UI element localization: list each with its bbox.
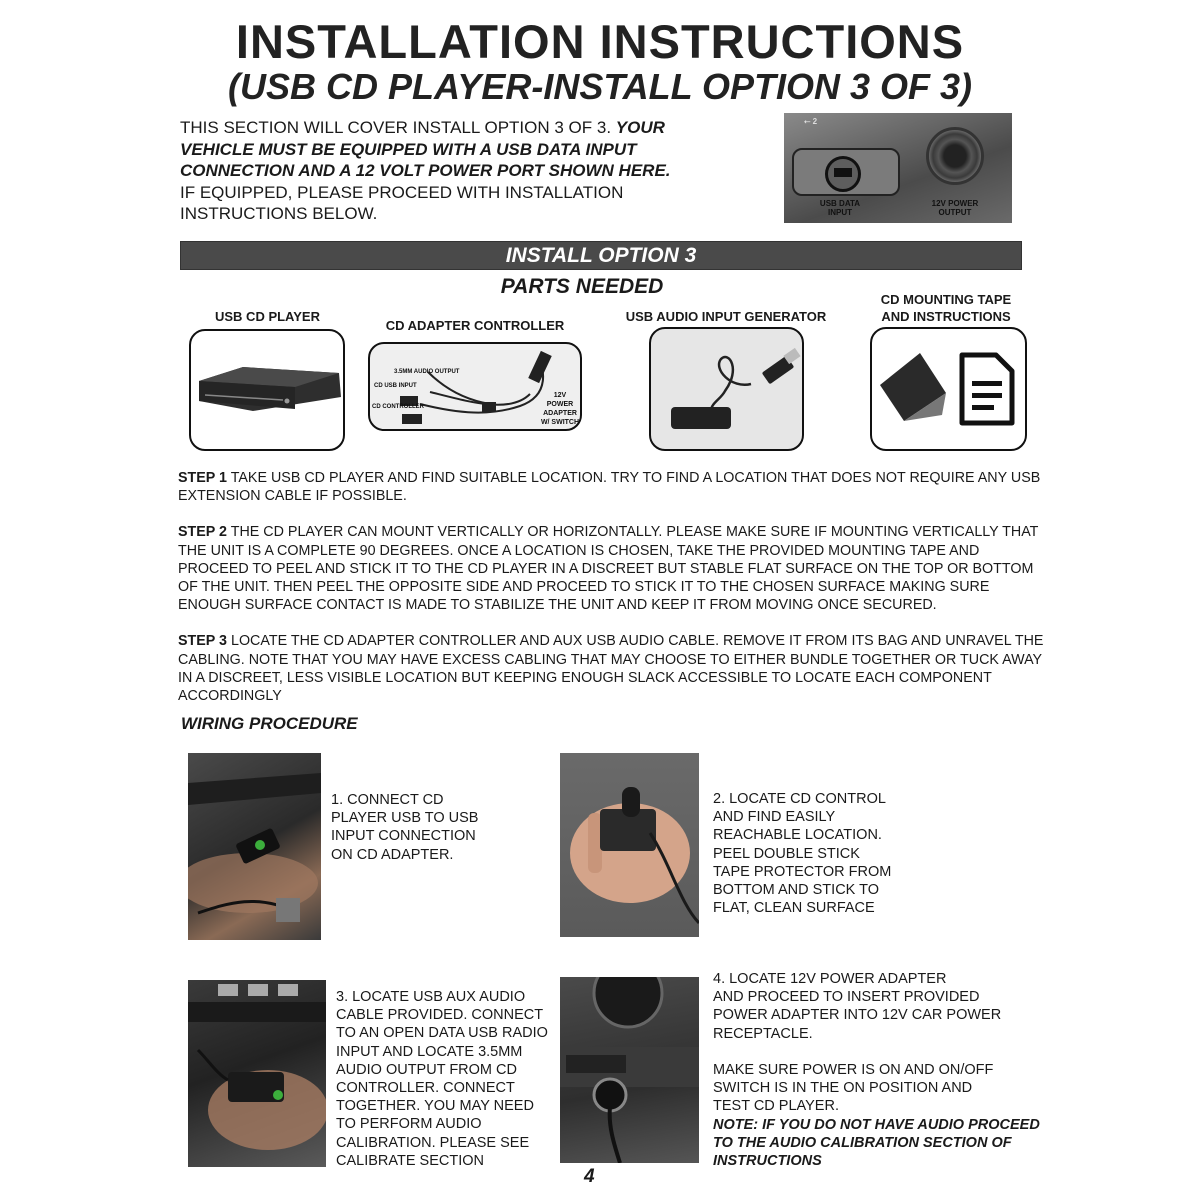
wiring-step-2-line: BOTTOM AND STICK TO [713, 882, 879, 899]
wiring-step-2-line: REACHABLE LOCATION. [713, 827, 882, 844]
wiring-step-1-line: INPUT CONNECTION [331, 828, 476, 845]
step-2-label: STEP 2 [178, 524, 228, 541]
part-box-adapter [368, 342, 582, 431]
wiring-step-4-line: AND PROCEED TO INSERT PROVIDED [713, 989, 980, 1006]
step-1-label: STEP 1 [178, 470, 228, 486]
step-2 [178, 523, 1048, 614]
wiring-step-2 [713, 790, 891, 917]
wiring-step-3-line: 3. LOCATE USB AUX AUDIO [336, 989, 526, 1005]
cd-player-icon [191, 331, 343, 449]
wiring-step-3-line: INPUT AND LOCATE 3.5MM [336, 1043, 523, 1060]
steps-section [178, 469, 1048, 723]
wiring-step-2-line: AND FIND EASILY [713, 809, 836, 826]
part-label-cd-player: USB CD PLAYER [215, 309, 320, 324]
step-3-label: STEP 3 [178, 633, 228, 650]
intro-line-2: VEHICLE MUST BE EQUIPPED WITH A USB DATA INPUT [180, 139, 637, 159]
wiring-note-line: TO THE AUDIO CALIBRATION SECTION OF [713, 1134, 1012, 1151]
wiring-photo-1 [188, 753, 321, 940]
install-option-banner: INSTALL OPTION 3 [180, 241, 1022, 270]
page-title: INSTALLATION INSTRUCTIONS [235, 15, 965, 68]
wiring-step-3 [336, 988, 548, 1170]
wiring-photo-2 [560, 753, 699, 937]
adapter-power-label-2: ADAPTER [543, 410, 577, 417]
intro-line-1-bold: YOUR [615, 118, 665, 137]
wiring-step-1-line: ON CD ADAPTER. [331, 846, 454, 863]
part-box-cd-player [189, 329, 345, 451]
wiring-note-line: INSTRUCTIONS [713, 1153, 822, 1170]
intro-paragraph [180, 117, 780, 225]
wiring-step-1-line: 1. CONNECT CD [331, 792, 444, 808]
power-port-illustration [926, 127, 984, 185]
part-label-tape-1: CD MOUNTING TAPE [880, 292, 1012, 307]
usb-generator-icon [651, 329, 802, 449]
wiring-step-4-line: MAKE SURE POWER IS ON AND ON/OFF [713, 1062, 994, 1078]
wiring-note-line: NOTE: IF YOU DO NOT HAVE AUDIO PROCEED [713, 1116, 1040, 1133]
wiring-step-2-line: 2. LOCATE CD CONTROL [713, 791, 886, 807]
wiring-step-1 [331, 791, 478, 864]
adapter-power-label-1: 12V POWER [546, 392, 574, 408]
wiring-step-2-line: TAPE PROTECTOR FROM [713, 863, 892, 880]
wiring-step-3-line: CALIBRATE SECTION [336, 1152, 484, 1169]
ports-photo [784, 113, 1012, 223]
wiring-step-3-line: TO AN OPEN DATA USB RADIO [336, 1025, 548, 1042]
wiring-step-2-line: FLAT, CLEAN SURFACE [713, 900, 875, 917]
cd-control-knob-photo-icon [560, 753, 699, 937]
wiring-step-4-line: 4. LOCATE 12V POWER ADAPTER [713, 971, 947, 987]
usb-data-label-1: USB DATA [819, 199, 861, 208]
part-label-generator: USB AUDIO INPUT GENERATOR [625, 309, 827, 324]
wiring-step-4-spacer [713, 1043, 1040, 1061]
wiring-step-4 [713, 970, 1040, 1170]
power-output-label [922, 199, 988, 217]
part-label-tape [862, 291, 1030, 325]
wiring-step-4-line: RECEPTACLE. [713, 1025, 813, 1042]
page-number: 4 [584, 1166, 595, 1187]
usb-data-label [812, 199, 868, 217]
usb-mark: ⭠ 2 [804, 117, 818, 126]
wiring-step-4-line: POWER ADAPTER INTO 12V CAR POWER [713, 1007, 1002, 1024]
part-box-tape [870, 327, 1027, 451]
adapter-power-label-3: W/ SWITCH [540, 419, 580, 426]
intro-line-3: CONNECTION AND A 12 VOLT POWER PORT SHOWN HERE. [180, 161, 671, 180]
wiring-step-3-line: AUDIO OUTPUT FROM CD [336, 1061, 517, 1078]
wiring-step-3-line: CONTROLLER. CONNECT [336, 1080, 515, 1097]
adapter-audio-output-label: 3.5MM AUDIO OUTPUT [394, 369, 460, 375]
wiring-photo-4 [560, 977, 699, 1163]
power-adapter-photo-icon [560, 977, 699, 1163]
step-2-text: THE CD PLAYER CAN MOUNT VERTICALLY OR HORIZONTALLY. PLEASE MAKE SURE IF MOUNTING VERTICALLY THAT THE UNIT IS A COMPLETE 90 DEGREES. ONCE A LOCATION IS CHOSEN, TAKE THE PROVIDED MOUNTING TAPE AND PROCEED TO PEEL AND STICK IT TO THE CD PLAYER IN A DISCREET BUT STABLE FLAT SURFACE ON THE TOP OR BOTTOM OF THE UNIT. THEN PEEL THE OPPOSITE SIDE AND PROCEED TO STICK IT TO THE CHOSEN SURFACE MAKING SURE ENOUGH SURFACE CONTACT IS MADE TO STABILIZE THE UNIT AND KEEP IT FROM MOVING ONCE SECURED. [178, 524, 1039, 614]
wiring-procedure-heading: WIRING PROCEDURE [181, 714, 358, 733]
document-icon [958, 351, 1016, 427]
wiring-step-3-line: TOGETHER. YOU MAY NEED [336, 1098, 534, 1115]
usb-data-label-2: INPUT [828, 208, 852, 217]
step-1 [178, 469, 1048, 505]
wiring-step-2-line: PEEL DOUBLE STICK [713, 845, 860, 862]
wiring-step-3-line: TO PERFORM AUDIO [336, 1116, 482, 1133]
wiring-step-3-line: CABLE PROVIDED. CONNECT [336, 1007, 544, 1024]
step-3 [178, 632, 1048, 705]
part-label-adapter: CD ADAPTER CONTROLLER [385, 318, 565, 333]
wiring-step-1-line: PLAYER USB TO USB [331, 810, 479, 827]
usb-slot [834, 168, 852, 177]
adapter-usb-input-label: CD USB INPUT [374, 383, 417, 389]
usb-connection-photo-icon [188, 753, 321, 940]
power-output-label-1: 12V POWER [931, 199, 979, 208]
wiring-step-4-line: SWITCH IS IN THE ON POSITION AND [713, 1080, 973, 1097]
part-box-generator [649, 327, 804, 451]
wiring-photo-3 [188, 980, 326, 1167]
usb-port-illustration [792, 148, 900, 196]
adapter-controller-label: CD CONTROLLER [372, 404, 424, 410]
page-subtitle: (USB CD PLAYER-INSTALL OPTION 3 OF 3) [227, 66, 973, 107]
intro-line-5: INSTRUCTIONS BELOW. [180, 204, 378, 223]
adapter-power-label [540, 391, 580, 427]
intro-line-1: THIS SECTION WILL COVER INSTALL OPTION 3 OF 3. [180, 118, 616, 137]
step-1-text: TAKE USB CD PLAYER AND FIND SUITABLE LOCATION. TRY TO FIND A LOCATION THAT DOES NOT REQUIRE ANY USB EXTENSION CABLE IF POSSIBLE. [178, 470, 1041, 505]
aux-audio-photo-icon [188, 980, 326, 1167]
wiring-step-4-line: TEST CD PLAYER. [713, 1098, 839, 1115]
step-3-text: LOCATE THE CD ADAPTER CONTROLLER AND AUX USB AUDIO CABLE. REMOVE IT FROM ITS BAG AND UNRAVEL THE CABLING. NOTE THAT YOU MAY HAVE EXCESS CABLING THAT MAY CHOOSE TO EITHER BUNDLE TOGETHER OR TUCK AWAY IN A DISCREET, LESS VISIBLE LOCATION BUT KEEPING ENOUGH SLACK ACCESSIBLE TO LOCATE EACH COMPONENT ACCORDINGLY [178, 633, 1044, 705]
part-label-tape-2: AND INSTRUCTIONS [881, 309, 1011, 324]
wiring-step-3-line: CALIBRATION. PLEASE SEE [336, 1134, 530, 1151]
parts-needed-heading: PARTS NEEDED [500, 275, 664, 298]
power-output-label-2: OUTPUT [938, 208, 972, 217]
intro-line-4: IF EQUIPPED, PLEASE PROCEED WITH INSTALLATION [180, 182, 624, 202]
